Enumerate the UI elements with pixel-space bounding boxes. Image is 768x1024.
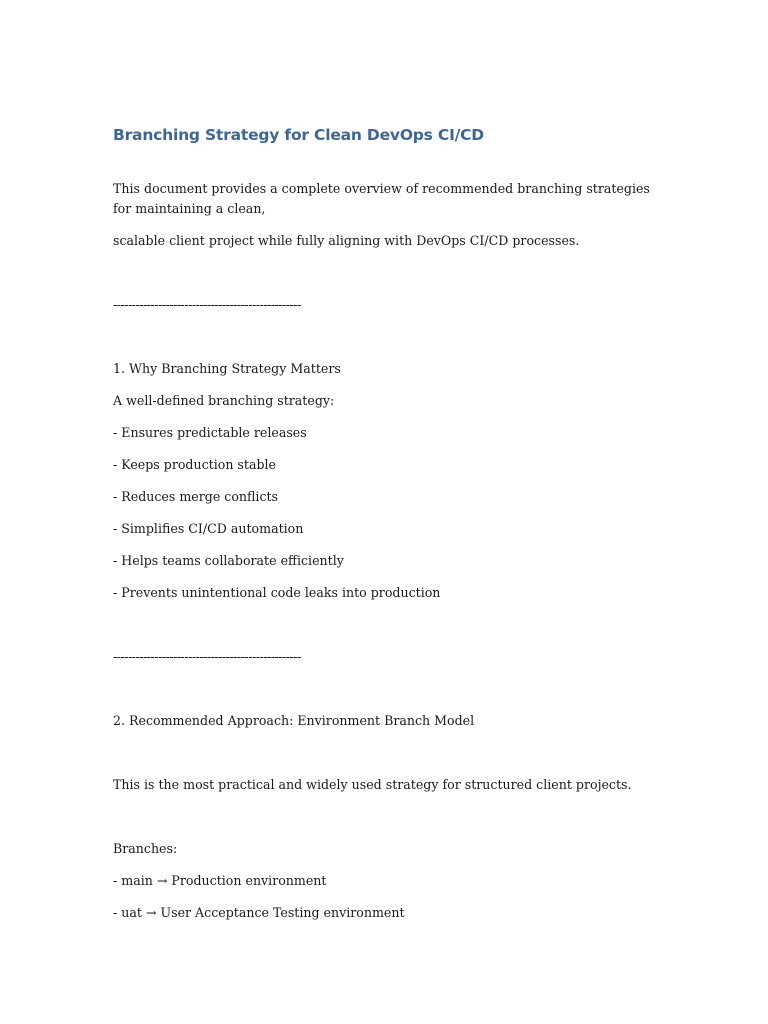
section-2-heading: 2. Recommended Approach: Environment Branch Model [113,713,475,728]
section-1-heading: 1. Why Branching Strategy Matters [113,361,341,376]
divider-2: -------------------------------------------------- [113,649,301,664]
section-1-lead: A well-defined branching strategy: [113,393,335,408]
branch-item-uat: - uat → User Acceptance Testing environment [113,905,405,920]
list-item: - Reduces merge conflicts [113,489,279,504]
list-item: - Simplifies CI/CD automation [113,521,304,536]
list-item: - Prevents unintentional code leaks into production [113,585,441,600]
list-item: - Keeps production stable [113,457,277,472]
section-2-lead: This is the most practical and widely used strategy for structured client projects. [113,777,632,792]
branch-item-main: - main → Production environment [113,873,327,888]
divider-1: -------------------------------------------------- [113,297,301,312]
intro-paragraph-2: scalable client project while fully aligning with DevOps CI/CD processes. [113,233,580,248]
branches-label: Branches: [113,841,178,856]
list-item: - Helps teams collaborate efficiently [113,553,344,568]
document-title: Branching Strategy for Clean DevOps CI/CD [113,126,484,144]
list-item: - Ensures predictable releases [113,425,307,440]
document-body [113,124,653,923]
intro-paragraph-1: This document provides a complete overview of recommended branching strategies for maintaining a clean, [113,181,650,216]
